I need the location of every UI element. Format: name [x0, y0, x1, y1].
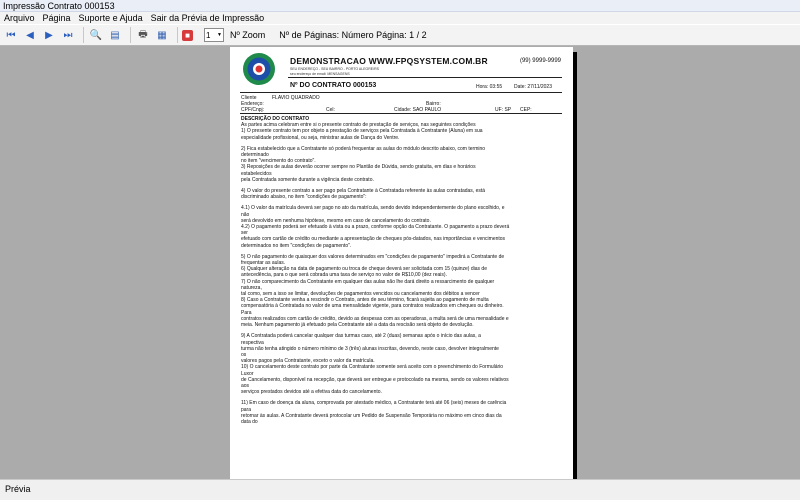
export-icon[interactable]: ▦ [157, 29, 167, 41]
next-page-icon[interactable]: ▶ [45, 29, 53, 41]
contract-paragraph: 5) O não pagamento de quaisquer dos valores determinados em "condições de pagamento" impedirá a Contratante de frequentar as aulas. 6) Qualquer alteração na data de pagamento ou troca de cheque deverá ser solicitada com 15 (quinze) dias de antecedência, para o que será cobrada uma taxa de serviço no valor de R$10,00 (dez reais). 7) O não comparecimento da Contratante em qualquer das aulas não lhe dará direito a ressarcimento de qualquer natureza, tal como, sem a isso se limitar, devoluções de pagamentos vencidos ou cancelamento dos débitos a vencer 8) Caso a Contratante venha a rescindir o Contrato, antes de seu término, ficará sujeita ao pagamento de multa compensatória à Contratada no valor de uma mensalidade vigente, para contratos realizados em cheques ou dinheiro. Para contratos realizados com cartão de crédito, devido as despesas com as operadoras, a multa será de uma mensalidade e meia. Nenhum pagamento já efetuado pela Contratante até a data da rescisão será objeto de devolução. [241, 253, 509, 329]
toolbar-separator [83, 27, 84, 43]
page-setup-icon[interactable]: ▤ [110, 29, 120, 41]
contract-paragraph: 9) A Contratada poderá cancelar qualquer das turmas caso, até 2 (duas) semanas após o início das aulas, a respectiva turma não tenha atingido o número mínimo de 3 (três) alunas inscritas, devendo, neste caso, devolver integralmente os valores pagos pela Contratante, exceto o valor da matrícula. 10) O cancelamento deste contrato por parte da Contratante somente será aceito com o preenchimento do Formulário Luxor de Cancelamento, disponível na recepção, que deverá ser entregue e protocolado na mesma, sendo os valores relativos aos serviços prestados devidos até a efetiva data do cancelamento. [241, 333, 509, 396]
section-title: DESCRIÇÃO DO CONTRATO [241, 116, 310, 122]
cep-label: CEP: [520, 107, 532, 113]
zoom-value: 1 [206, 30, 211, 40]
toolbar-separator [177, 27, 178, 43]
client-divider [240, 113, 562, 114]
print-time: Hora: 03:55 [476, 84, 503, 90]
contract-paragraph: As partes acima celebram entre si o presente contrato de prestação de serviços, nas seguintes condições 1) O presente contrato tem por objeto a prestação de serviços pela Contratada à Contratante (Aluna) em sua especialidade profissional, ou seja, ministrar aulas de Dança do Ventre. [241, 122, 483, 141]
contract-number: Nº DO CONTRATO 000153 [290, 82, 377, 89]
preview-area[interactable] [0, 46, 800, 479]
company-name: DEMONSTRACAO WWW.FPQSYSTEM.COM.BR [290, 56, 488, 66]
toolbar [0, 24, 800, 46]
document-page [230, 47, 573, 479]
contract-body [241, 116, 563, 425]
search-icon[interactable]: 🔍 [89, 29, 103, 41]
chevron-down-icon: ▼ [217, 32, 222, 38]
company-logo [242, 52, 276, 86]
toolbar-separator [130, 27, 131, 43]
menu-suporte-ajuda[interactable]: Suporte e Ajuda [78, 13, 143, 23]
last-page-icon[interactable]: ⏭ [63, 29, 73, 41]
menu-arquivo[interactable]: Arquivo [4, 13, 35, 23]
contract-paragraph: 11) Em caso de doença da aluna, comprovada por atestado médico, a Contratante terá até 06 (seis) meses de carência para retornar às aulas. A Contratante deverá protocolar um Pedido de Suspensão Temporária no máximo em cinco dias da data do [241, 400, 507, 425]
menu-sair-previa[interactable]: Sair da Prévia de Impressão [150, 13, 265, 23]
menu-pagina[interactable]: Página [42, 13, 71, 23]
company-address: SEU ENDEREÇO - SEU BAIRRO - PORTO ALEGRE/RS [290, 67, 379, 71]
status-bar: Prévia [0, 479, 800, 500]
company-email: seu endereço de email: MENSAGENS [290, 72, 350, 76]
print-date: Date: 27/11/2023 [514, 84, 552, 90]
cel-label: Cel: [326, 107, 335, 113]
page-count-label: Nº de Páginas: Número Página: 1 / 2 [279, 30, 427, 40]
first-page-icon[interactable]: ⏮ [6, 29, 16, 41]
company-phone: (99) 9999-9999 [519, 58, 561, 64]
header-divider [240, 92, 562, 93]
bairro-label: Bairro: [426, 101, 441, 107]
contract-paragraph: 2) Fica estabelecido que a Contratante só poderá frequentar as aulas do módulo descrito abaixo, com termino determinado no item "vencimento do contrato". 3) Reposições de aulas deverão ocorrer sempre no Plantão de Dúvida, sendo gratuita, em dias e horários estabelecidos pela Contratada somente durante a vigência deste contrato. [241, 145, 486, 183]
close-icon[interactable]: ■ [182, 30, 193, 41]
menu-bar [0, 12, 800, 24]
client-label: Cliente [241, 95, 257, 101]
cidade-field: Cidade: SAO PAULO [394, 107, 442, 113]
uf-field: UF: SP [495, 107, 512, 113]
contract-paragraph: 4.1) O valor da matrícula deverá ser pago no ato da matrícula, sendo devido independentemente do plano escolhido, e não será devolvido em nenhuma hipótese, mesmo em caso de cancelamento do contrato. 4.2) O pagamento poderá ser efetuado à vista ou a prazo, conforme opção da Contratante. O pagamento a prazo deverá ser efetuado com cartão de crédito ou mediante a apresentação de cheques pós-datados, nas importâncias e vencimentos determinados no item "condições de pagamento". [241, 205, 510, 249]
contract-paragraph: 4) O valor do presente contrato a ser pago pela Contratante à Contratada referente às aulas contratadas, está discriminado abaixo, no item "condições de pagamento": [241, 188, 486, 201]
window-title: Impressão Contrato 000153 [0, 0, 800, 12]
zoom-select[interactable] [204, 28, 224, 42]
cpf-label: CPF/Cnpj: [241, 107, 265, 113]
client-name: FLAVIO QUADRADO [272, 95, 320, 101]
previous-page-icon[interactable]: ◀ [26, 29, 34, 41]
endereco-label: Endereço: [241, 101, 264, 107]
header-divider [288, 77, 562, 78]
print-icon[interactable]: 🖶 [138, 28, 148, 40]
zoom-label: Nº Zoom [230, 30, 266, 40]
